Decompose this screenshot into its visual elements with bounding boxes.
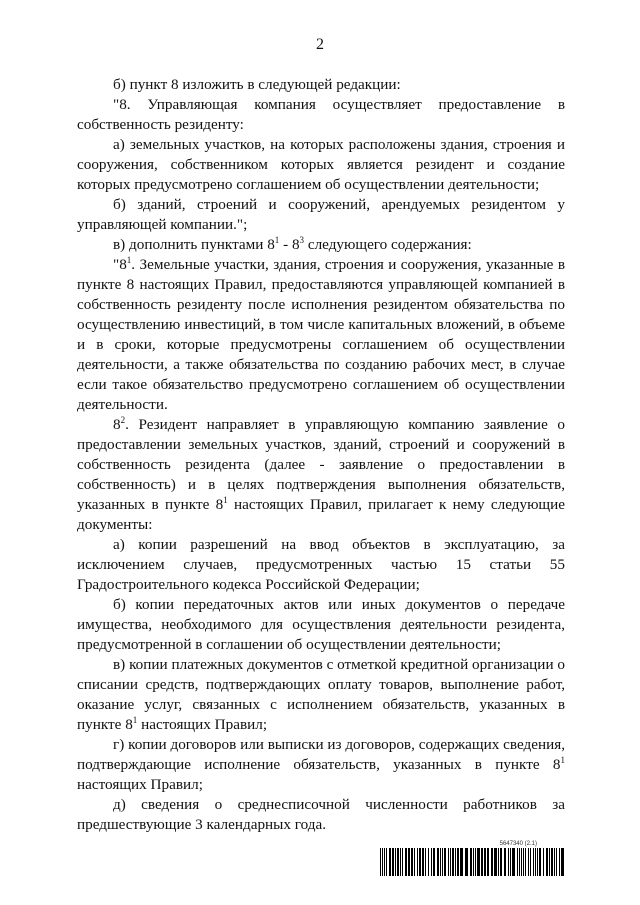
text-run: а) копии разрешений на ввод объектов в эксплуатацию, за исключением случаев, предусмотренных частью 15 статьи 55 Градостроительного кодекса Российской Федерации; xyxy=(77,536,565,593)
paragraph-add-points xyxy=(77,235,565,255)
text-run: настоящих Правил; xyxy=(137,716,268,733)
paragraph-point-8-2 xyxy=(77,415,565,535)
text-run: 8 xyxy=(113,416,121,433)
text-run: б) зданий, строений и сооружений, арендуемых резидентом у управляющей компании."; xyxy=(77,196,565,233)
text-run: б) копии передаточных актов или иных документов о передаче имущества, необходимого для осуществления деятельности резидента, предусмотренной в соглашении об осуществлении деятельности; xyxy=(77,596,565,653)
paragraph-doc-d xyxy=(77,795,565,835)
text-run: г) копии договоров или выписки из договоров, содержащих сведения, подтверждающие исполнение обязательств, указанных в пункте 8 xyxy=(77,736,565,773)
barcode-graphic xyxy=(380,848,565,876)
superscript: 3 xyxy=(299,235,305,245)
paragraph-doc-b xyxy=(77,595,565,655)
text-run: "8 xyxy=(113,256,127,273)
superscript: 1 xyxy=(223,495,228,505)
text-run: следующего содержания: xyxy=(304,236,472,253)
paragraph-point-8-1 xyxy=(77,255,565,415)
text-run: - 8 xyxy=(279,236,300,253)
text-run: . Земельные участки, здания, строения и сооружения, указанные в пункте 8 настоящих Правил, предоставляются управляющей компанией в собственность резиденту после исполнения резидентом обязательства по осуществлению инвестиций, в том числе капитальных вложений, в объеме и в сроки, которые предусмотрены соглашением об осуществлении деятельности, а также обязательства по созданию рабочих мест, в случае если такое обязательство предусмотрено соглашением об осуществлении деятельности. xyxy=(77,256,565,413)
text-run: "8. Управляющая компания осуществляет предоставление в собственность резиденту: xyxy=(77,96,565,133)
text-run: в) копии платежных документов с отметкой кредитной организации о списании средств, подтверждающих оплату товаров, выполнение работ, оказание услуг, связанных с исполнением обязательств, указанных в пункте 8 xyxy=(77,656,565,733)
text-run: настоящих Правил; xyxy=(77,776,203,793)
text-run: . Резидент направляет в управляющую компанию заявление о предоставлении земельных участков, зданий, строений и сооружений в собственность резидента (далее - заявление о предоставлении в собственность) и в целях подтверждения выполнения обязательств, указанных в пункте 8 xyxy=(77,416,565,513)
document-body xyxy=(77,75,565,835)
paragraph-subpoint-a xyxy=(77,135,565,195)
superscript: 1 xyxy=(560,755,565,765)
text-run: б) пункт 8 изложить в следующей редакции: xyxy=(113,76,401,93)
superscript: 1 xyxy=(274,235,280,245)
text-run: настоящих Правил, прилагает к нему следующие документы: xyxy=(77,496,565,533)
page-number: 2 xyxy=(316,36,324,53)
paragraph-doc-a xyxy=(77,535,565,595)
text-run: д) сведения о среднесписочной численности работников за предшествующие 3 календарных года. xyxy=(77,796,565,833)
text-run: а) земельных участков, на которых расположены здания, строения и сооружения, собственником которых является резидент и создание которых предусмотрено соглашением об осуществлении деятельности; xyxy=(77,136,565,193)
paragraph-doc-v xyxy=(77,655,565,735)
text-run: в) дополнить пунктами 8 xyxy=(113,236,275,253)
paragraph-doc-g xyxy=(77,735,565,795)
barcode-number: 5647340 (2.1) xyxy=(499,841,537,847)
superscript: 2 xyxy=(120,415,126,425)
superscript: 1 xyxy=(132,715,138,725)
paragraph-subpoint-b xyxy=(77,195,565,235)
paragraph-amend-point-8 xyxy=(77,75,565,95)
barcode-block xyxy=(380,840,565,876)
superscript: 1 xyxy=(126,255,132,265)
paragraph-point-8 xyxy=(77,95,565,135)
